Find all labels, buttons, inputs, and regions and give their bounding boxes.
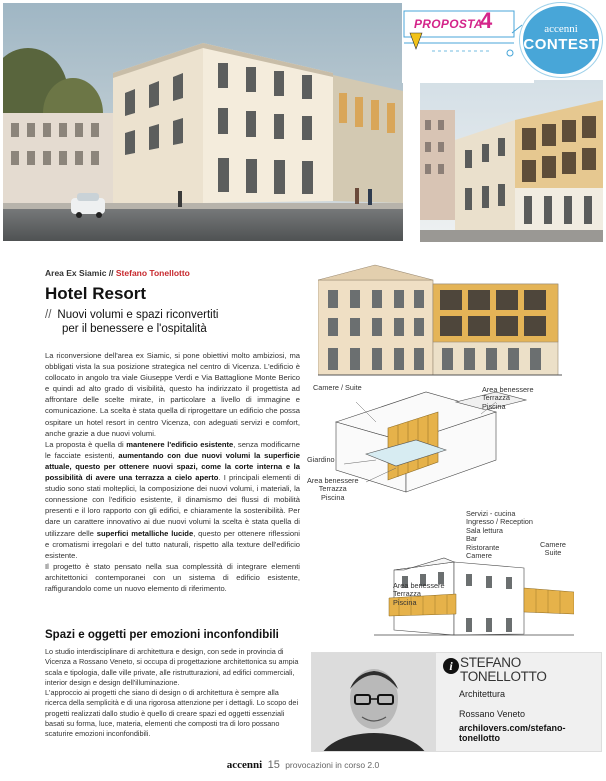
article-subtitle (45, 308, 305, 336)
author-name: STEFANO TONELLOTTO (460, 655, 547, 684)
article-author: Stefano Tonellotto (115, 268, 190, 278)
subtitle-line-1: Nuovi volumi e spazi riconvertiti (57, 309, 219, 321)
subtitle-line-2: per il benessere e l'ospitalità (62, 323, 207, 335)
author-box (311, 652, 602, 752)
facade-elevation (318, 262, 562, 377)
author-role: Architettura (459, 689, 506, 699)
author-website-link[interactable]: archilovers.com/stefano-tonellotto (459, 723, 566, 743)
subtitle-slash: // (45, 309, 52, 321)
author-city: Rossano Veneto (459, 709, 526, 719)
section-title: Spazi e oggetti per emozioni inconfondibili (45, 629, 279, 641)
label-camere-suite: Camere / Suite (313, 383, 362, 392)
proposta-badge (402, 3, 534, 83)
proposta-label: PROPOSTA (414, 17, 483, 31)
label-area-benessere-left: Area benessere Terrazza Piscina (307, 476, 359, 502)
side-rendering (420, 80, 603, 242)
paragraph-3: Il progetto è stato pensato nella sua complessità di integrare elementi architettonici contemporanei con un sistema di edificio esistente, raffigurandolo come un nuovo elemento di riferimento. (45, 561, 300, 593)
label-area-benessere-bottom: Area benessere Terrazza Piscina (393, 581, 445, 607)
label-camere-suite-2: Camere Suite (540, 540, 566, 558)
page-number: 15 (267, 759, 280, 771)
article-area: Area Ex Siamic // (45, 268, 114, 278)
contest-seal (520, 3, 602, 77)
article-body (45, 350, 300, 594)
paragraph-2: La proposta è quella di mantenere l'edificio esistente, senza modificarne le facciate esistenti, aumentando con due nuovi volumi la superficie attuale, questo per ottenere nuovi spazi, come la corte interna e la possibilità di avere una terrazza a cielo aperto. I principali elementi di studio sono stati molteplici, la composizione dei nuovi volumi, i materiali, la connessione con l'edificio esistente, il dinamismo dei flussi di mobilità presenti e il loro rapporto con gli edifici, e chiaramente la sostenibilità. Per dare un carattere innovativo ai due nuovi volumi la scelta è stata quella di utilizzare delle superfici metalliche lucide, questo per ottenere riflessioni e cromatismi irregolari e del tutto naturali, rispetto alla texture dell'edificio esistente. (45, 439, 301, 560)
proposta-number: 4 (480, 8, 493, 33)
page-footer (0, 759, 606, 771)
article-title: Hotel Resort (45, 284, 147, 303)
label-servizi: Servizi - cucina Ingresso / Reception Sala lettura Bar Ristorante Camere (466, 509, 533, 561)
highlight-metal-surfaces: superfici metalliche lucide (96, 528, 194, 538)
info-icon: i (443, 658, 459, 674)
label-area-benessere-top: Area benessere Terrazza Piscina (482, 385, 534, 411)
author-portrait (312, 653, 436, 751)
highlight-keep-building: mantenere l'edificio esistente (126, 439, 234, 449)
hero-rendering (3, 3, 403, 241)
footer-tagline: provocazioni in corso 2.0 (285, 760, 380, 770)
article-kicker (45, 268, 190, 278)
contest-top-text: accenni (544, 23, 578, 35)
highlight-new-volumes: aumentando con due nuovi volumi la superficie attuale, questo per ottenere nuovi spazi, come la corte interna e la possibilità di avere una terrazza a cielo aperto (45, 450, 300, 483)
label-giardino: Giardino (307, 455, 335, 464)
section-body (45, 647, 300, 740)
paragraph-1: La riconversione dell'area ex Siamic, si pone obiettivi molto ambiziosi, ma obbligati vista la sua posizione strategica nel centro di Vicenza. L'edificio è collocato in angolo tra viale Giuseppe Verdi e Via Battaglione Monte Berico e quindi ad alto grado di visibilità, questo ha indirizzato il progettista ad affrontare delle scelte mirate, in particolare a livello di immagine e comunicazione. La scelta è stata quella di riprogettare un edificio che possa ospitare un hotel resort in centro Vicenza, con adeguati servizi e comfort, anche grazie a due nuovi volumi. (45, 351, 300, 438)
footer-brand: accenni (226, 759, 263, 771)
section-paragraph-2: L'approccio ai progetti che siano di design o di architettura è sempre alla ricerca della semplicità e di una rigorosa attenzione per i dettagli. Lo scopo dei progetti realizzati dallo studio è quello di creare spazi ed oggetti essenziali basati su forma, luce, materia, elementi che composti tra di loro possano scaturire emozioni inconfondibili. (45, 688, 299, 739)
section-paragraph-1: Lo studio interdisciplinare di architettura e design, con sede in provincia di Vicenza a Rossano Veneto, si occupa di progettazione architettonica su ampia scala e tipologia, dalle ville private, alle ristrutturazioni, ad edifici commerciali, interior design e design dell'illuminazione. (45, 647, 299, 687)
contest-bottom-text: CONTEST (523, 36, 599, 53)
